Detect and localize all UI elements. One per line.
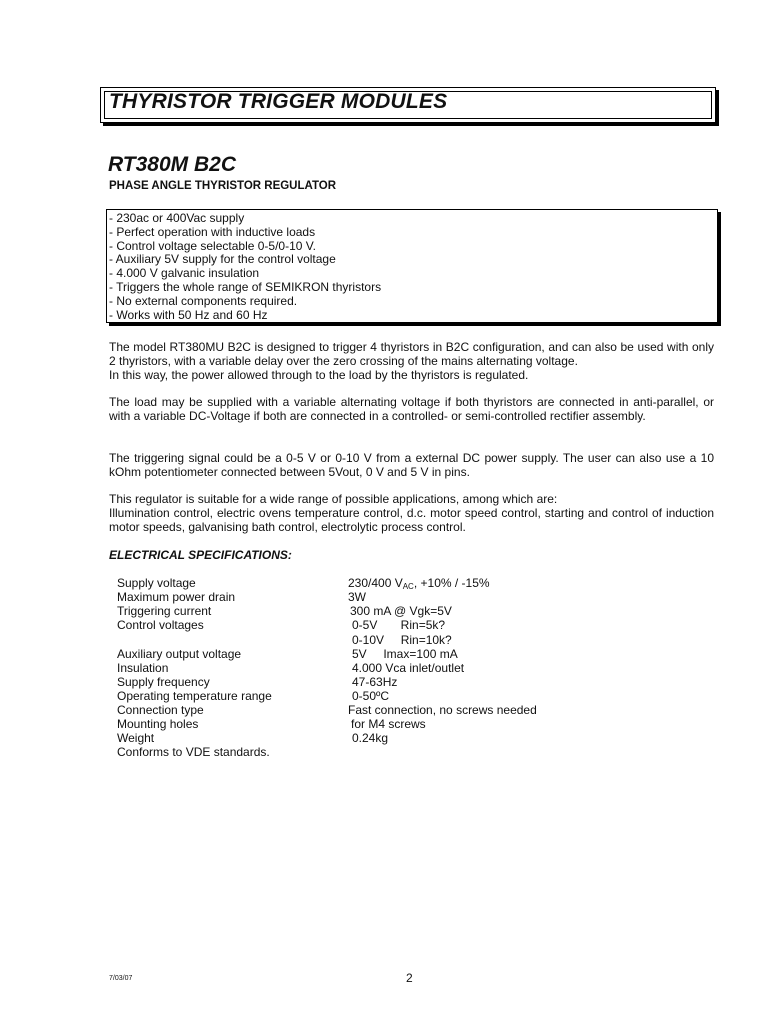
description-paragraph-3: [109, 452, 714, 480]
description-paragraph-1: [109, 341, 714, 382]
feature-item: - Works with 50 Hz and 60 Hz: [109, 307, 268, 322]
paragraph-text: The model RT380MU B2C is designed to trigger 4 thyristors in B2C configuration, and can also be used with only 2 thyristors, with a variable delay over the zero crossing of the mains alternating voltage.: [109, 340, 714, 368]
spec-label: Supply frequency: [117, 675, 210, 689]
spec-label: Maximum power drain: [117, 590, 236, 604]
spec-label: Insulation: [117, 661, 169, 675]
spec-label: Mounting holes: [117, 717, 199, 731]
product-subtitle: PHASE ANGLE THYRISTOR REGULATOR: [109, 180, 337, 192]
paragraph-text: This regulator is suitable for a wide range of possible applications, among which are:: [109, 492, 558, 506]
model-name: RT380M B2C: [108, 153, 236, 176]
footer-date: 7/03/07: [109, 975, 133, 982]
title-banner: [100, 87, 716, 123]
document-title: THYRISTOR TRIGGER MODULES: [109, 90, 448, 113]
spec-label: Triggering current: [117, 604, 212, 618]
feature-item: - Triggers the whole range of SEMIKRON thyristors: [109, 279, 382, 294]
feature-item: - Perfect operation with inductive loads: [109, 224, 316, 239]
description-paragraph-2: [109, 396, 714, 424]
spec-value: [348, 577, 490, 594]
spec-label: Conforms to VDE standards.: [117, 745, 270, 759]
spec-label: Supply voltage: [117, 576, 196, 590]
paragraph-text: The load may be supplied with a variable alternating voltage if both thyristors are connected in anti-parallel, or with a variable DC-Voltage if both are connected in a controlled- or semi-controlled rectifier assembly.: [109, 395, 714, 423]
spec-value: 0-5V Rin=5k?: [352, 618, 446, 632]
paragraph-text: The triggering signal could be a 0-5 V or 0-10 V from a external DC power supply. The user can also use a 10 kOhm potentiometer connected between 5Vout, 0 V and 5 V in pins.: [109, 451, 714, 479]
spec-value: Fast connection, no screws needed: [348, 703, 537, 717]
description-paragraph-4: [109, 493, 714, 534]
spec-value: 300 mA @ Vgk=5V: [350, 604, 452, 618]
spec-value-text: , +10% / -15%: [413, 576, 490, 590]
specs-heading: ELECTRICAL SPECIFICATIONS:: [109, 548, 292, 562]
feature-item: - Auxiliary 5V supply for the control voltage: [109, 252, 336, 267]
feature-item: - Control voltage selectable 0-5/0-10 V.: [109, 238, 317, 253]
spec-label: Weight: [117, 731, 155, 745]
paragraph-text: In this way, the power allowed through to the load by the thyristors is regulated.: [109, 367, 529, 382]
spec-value-text: 230/400 V: [348, 576, 403, 590]
features-box: [106, 209, 718, 323]
spec-value: 0-50ºC: [352, 689, 390, 703]
spec-value: 4.000 Vca inlet/outlet: [352, 661, 465, 675]
spec-value: 47-63Hz: [352, 675, 398, 689]
feature-item: - No external components required.: [109, 293, 298, 308]
spec-value: for M4 screws: [351, 717, 426, 731]
feature-item: - 230ac or 400Vac supply: [109, 211, 245, 225]
spec-value: 0.24kg: [352, 731, 389, 745]
spec-label: Control voltages: [117, 618, 204, 632]
page-number: 2: [406, 971, 413, 985]
spec-value: 0-10V Rin=10k?: [352, 633, 452, 647]
spec-value: 3W: [348, 590, 366, 604]
spec-value-subscript: AC: [402, 582, 414, 591]
feature-item: - 4.000 V galvanic insulation: [109, 266, 260, 281]
spec-value: 5V Imax=100 mA: [352, 647, 458, 661]
paragraph-text: Illumination control, electric ovens temperature control, d.c. motor speed control, starting and control of induction motor speeds, galvanising bath control, electrolytic process control.: [109, 505, 714, 534]
spec-label: Operating temperature range: [117, 689, 272, 703]
spec-label: Auxiliary output voltage: [117, 647, 242, 661]
spec-label: Connection type: [117, 703, 204, 717]
